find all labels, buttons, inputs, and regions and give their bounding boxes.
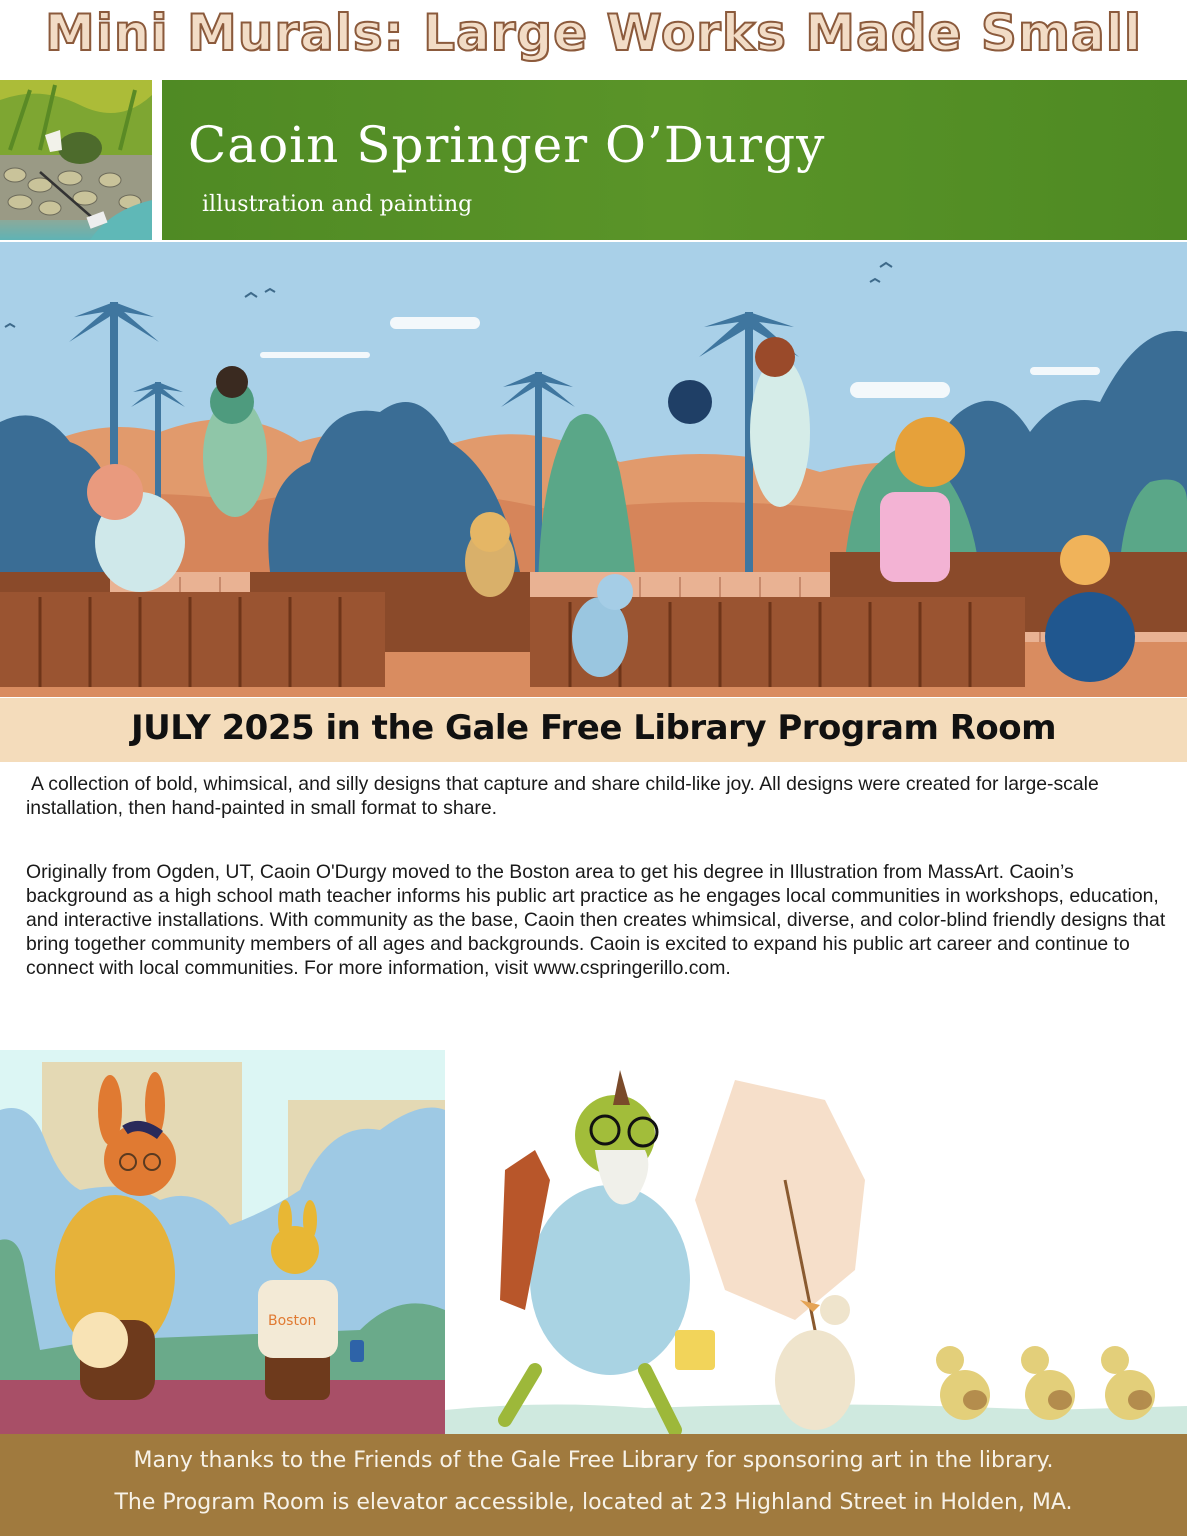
goblin-and-ducks-illustration [445,1050,1187,1434]
location-accessibility-text: The Program Room is elevator accessible, located at 23 Highland Street in Holden, MA. [114,1490,1073,1515]
artist-bio-paragraph: Originally from Ogden, UT, Caoin O'Durgy moved to the Boston area to get his degree in Illustration from MassArt. Caoin’s background as a high school math teacher informs his public art practice as he engages local communities in workshops, education, and interactive installations. With community as the base, Caoin then creates whimsical, diverse, and color-blind friendly designs that bring together community members of all ages and backgrounds. Caoin is excited to expand his public art career and continue to connect with local communities. For more information, visit www.cspringerillo.com. [26,861,1166,979]
artist-banner [0,80,1187,242]
artist-tagline: illustration and painting [202,192,473,217]
title-band [0,0,1187,80]
artist-name-panel [162,80,1187,240]
rabbit-family-illustration [0,1050,445,1434]
frog-painting-image [0,80,152,240]
garden-mural-illustration [0,242,1187,697]
page-title: Mini Murals: Large Works Made Small [45,4,1142,62]
event-date-heading: JULY 2025 in the Gale Free Library Program Room [130,708,1057,748]
event-date-band [0,698,1187,762]
boston-shirt-text: Boston [268,1313,317,1329]
sponsor-thanks-text: Many thanks to the Friends of the Gale Free Library for sponsoring art in the library. [133,1448,1054,1473]
artist-name: Caoin Springer O’Durgy [188,116,826,174]
footer-band [0,1434,1187,1536]
description-paragraph: A collection of bold, whimsical, and silly designs that capture and share child-like joy. All designs were created for large-scale installation, then hand-painted in small format to share. [26,773,1099,819]
